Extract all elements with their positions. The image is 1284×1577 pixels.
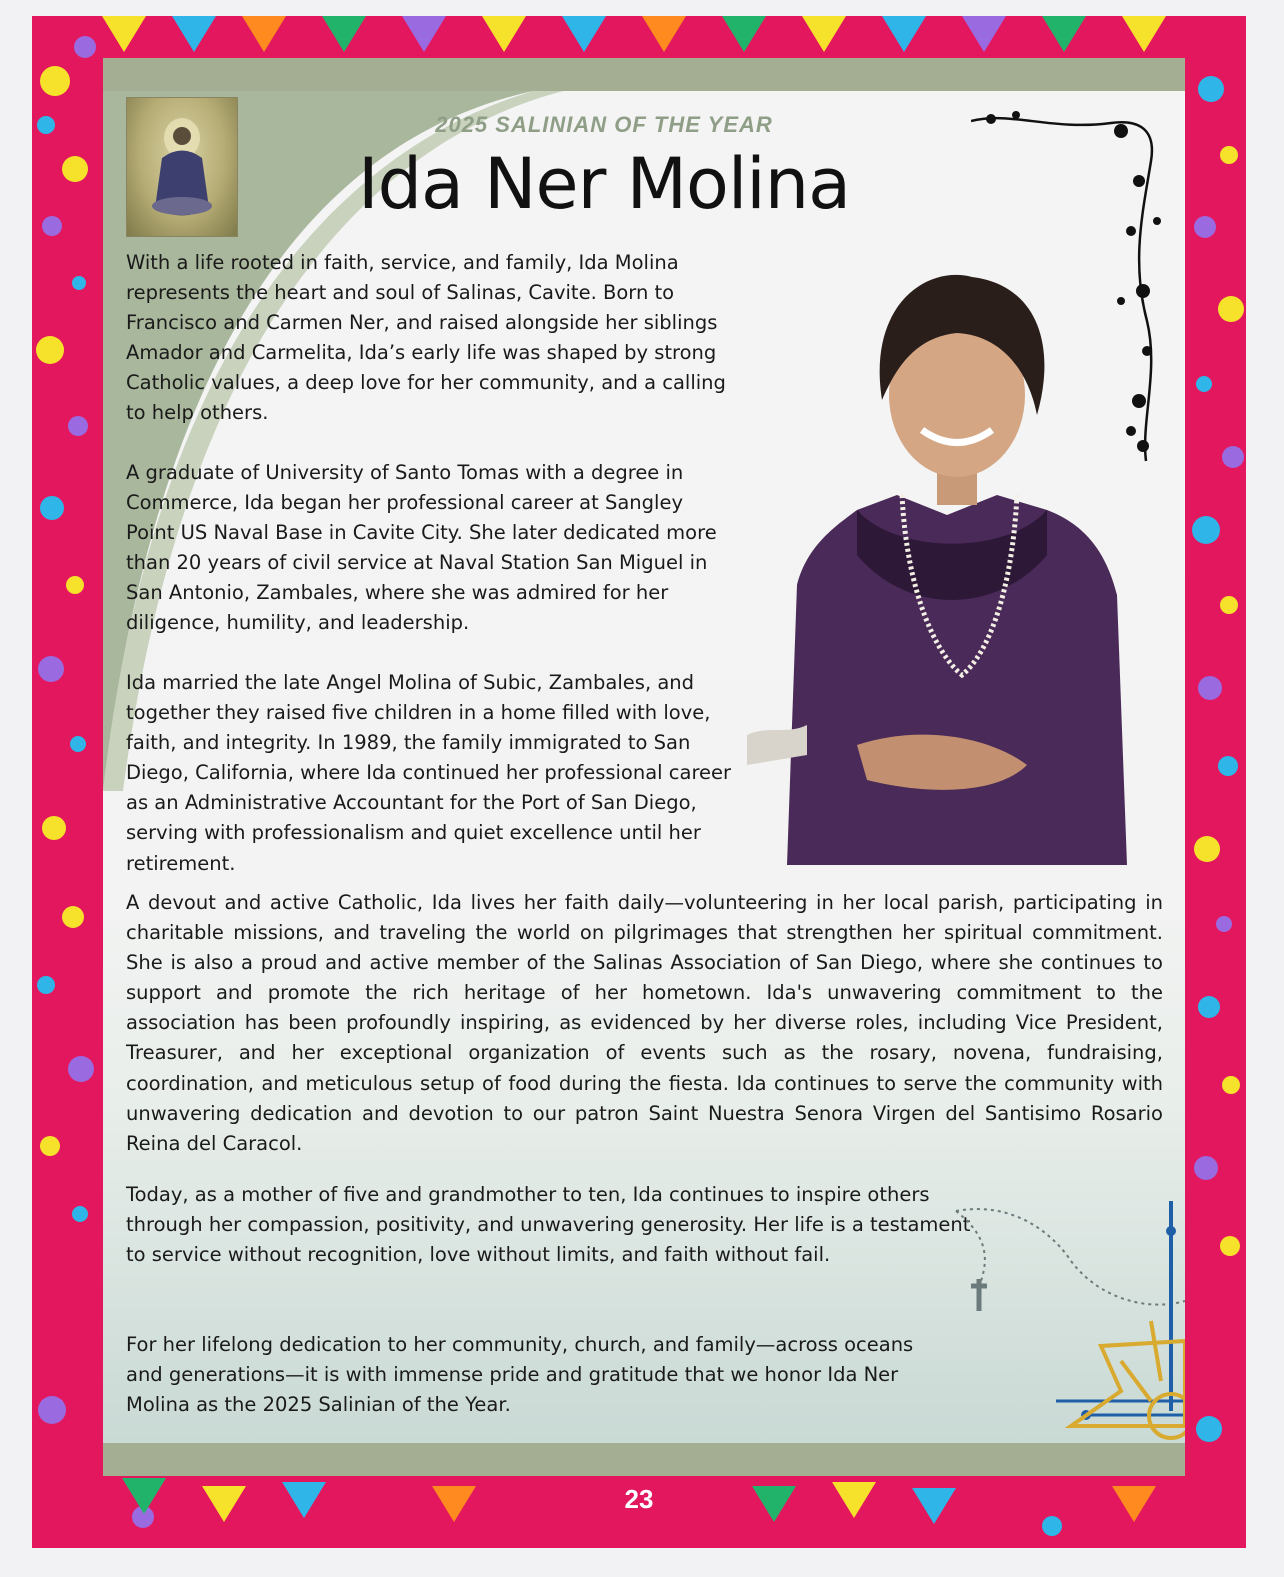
- paragraph-3: Ida married the late Angel Molina of Subic, Zambales, and together they raised five children in a home filled with love, faith, and integrity. In 1989, the family immigrated to San Diego, California, where Ida continued her professional career as an Administrative Accountant for the Port of San Diego, serving with professionalism and quiet excellence until her retirement.: [126, 671, 732, 875]
- sun-ornament-icon: [1071, 1321, 1185, 1438]
- paragraph-5: Today, as a mother of five and grandmother to ten, Ida continues to inspire others through her compassion, positivity, and unwavering generosity. Her life is a testament to service without recognition, love without limits, and faith without fail.: [126, 1183, 971, 1267]
- eyebrow-title: 2025 SALINIAN OF THE YEAR: [435, 112, 773, 137]
- content-area: [103, 91, 1185, 1443]
- honoree-name: Ida Ner Molina: [357, 143, 851, 225]
- paragraph-2: A graduate of University of Santo Tomas with a degree in Commerce, Ida began her professional career at Sangley Point US Naval Base in Cavite City. She later dedicated more than 20 years of civil service at Naval Station San Miguel in San Antonio, Zambales, where she was admired for her diligence, humility, and leadership.: [126, 461, 717, 635]
- page-number: 23: [624, 1484, 654, 1514]
- paragraph-1: With a life rooted in faith, service, and family, Ida Molina represents the heart and soul of Salinas, Cavite. Born to Francisco and Carmen Ner, and raised alongside her siblings Amador and Carmelita, Ida’s early life was shaped by strong Catholic values, a deep love for her community, and a calling to help others.: [126, 251, 726, 425]
- paragraph-6: For her lifelong dedication to her community, church, and family—across oceans and generations—it is with immense pride and gratitude that we honor Ida Ner Molina as the 2025 Salinian of the Year.: [126, 1333, 914, 1417]
- festive-background: [32, 16, 1246, 1548]
- paragraph-4: A devout and active Catholic, Ida lives her faith daily—volunteering in her local parish, participating in charitable missions, and traveling the world on pilgrimages that strengthen her spiritual commitment. She is also a proud and active member of the Salinas Association of San Diego, where she continues to support and promote the rich heritage of her hometown. Ida's unwavering commitment to the association has been profoundly inspiring, as evidenced by her diverse roles, including Vice President, Treasurer, and her exceptional organization of events such as the rosary, novena, fundraising, coordination, and meticulous setup of food during the fiesta. Ida continues to serve the community with unwavering dedication and devotion to our patron Saint Nuestra Senora Virgen del Santisimo Rosario Reina del Caracol.: [126, 891, 1163, 1155]
- portrait-photo: [747, 255, 1165, 865]
- content-panel: [103, 58, 1185, 1476]
- rosary-cross-icon: [951, 1201, 1185, 1443]
